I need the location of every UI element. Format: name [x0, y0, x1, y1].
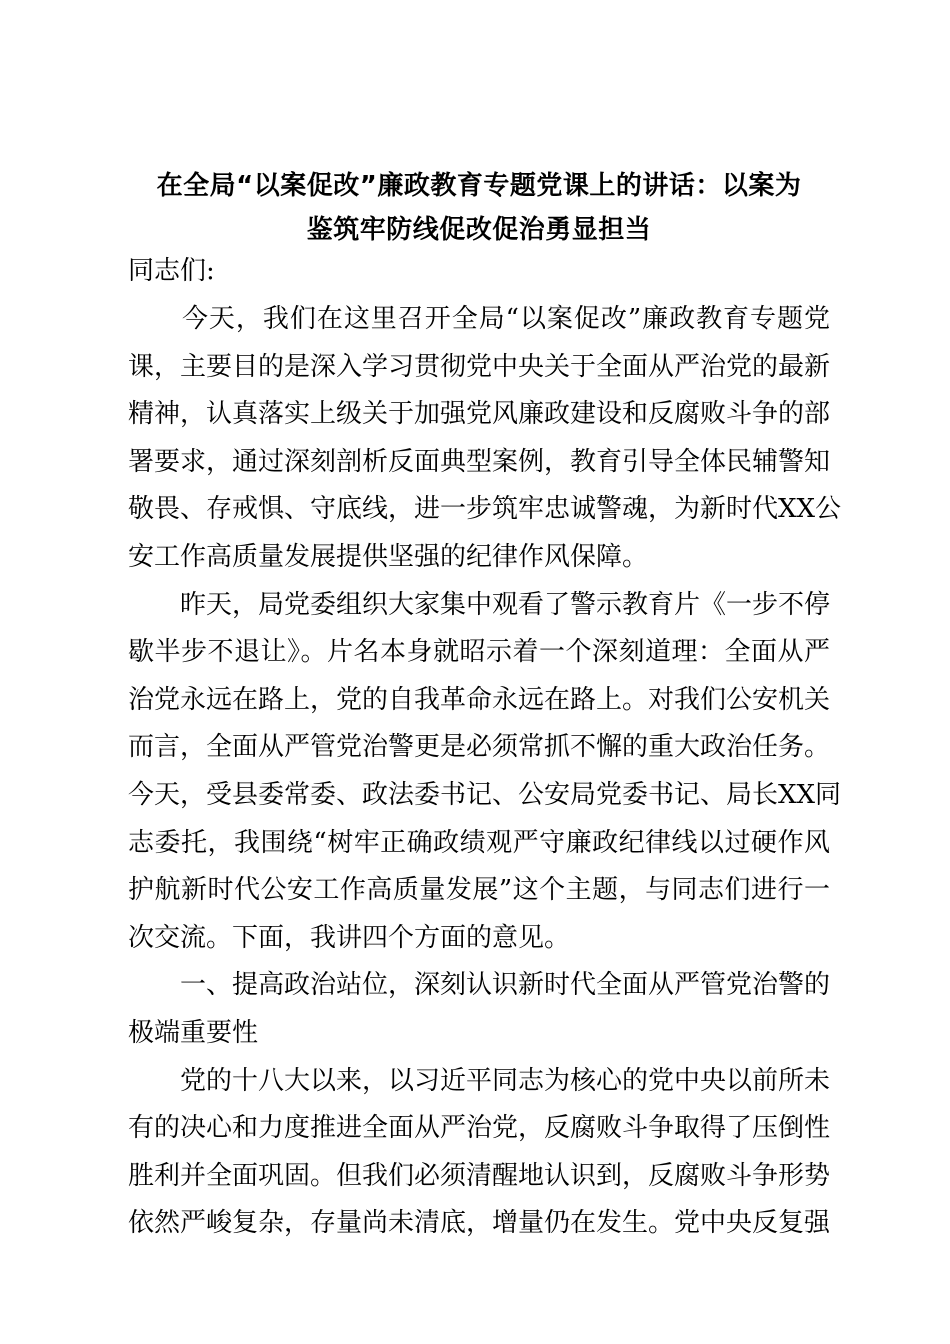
- document-body: [128, 299, 842, 1251]
- document-title-line-1: 在全局“以案促改”廉政教育专题党课上的讲话：以案为: [156, 171, 802, 201]
- body-line: 党的十八大以来，以习近平同志为核心的党中央以前所未: [128, 1065, 831, 1096]
- salutation: 同志们:: [128, 256, 215, 286]
- body-line: 敬畏、存戒惧、守底线，进一步筑牢忠诚警魂，为新时代XX公: [128, 494, 842, 525]
- body-line: 署要求，通过深刻剖析反面典型案例，教育引导全体民辅警知: [128, 446, 831, 477]
- section-heading-line: 极端重要性: [128, 1017, 259, 1048]
- body-line: 胜利并全面巩固。但我们必须清醒地认识到，反腐败斗争形势: [128, 1160, 831, 1191]
- body-line: 有的决心和力度推进全面从严治党，反腐败斗争取得了压倒性: [128, 1113, 831, 1144]
- body-line: 志委托，我围绕“树牢正确政绩观严守廉政纪律线以过硬作风: [128, 827, 830, 858]
- body-line: 昨天，局党委组织大家集中观看了警示教育片《一步不停: [128, 589, 831, 620]
- body-line: 护航新时代公安工作高质量发展”这个主题，与同志们进行一: [128, 875, 830, 906]
- body-line: 精神，认真落实上级关于加强党风廉政建设和反腐败斗争的部: [128, 399, 831, 430]
- body-line: 今天，受县委常委、政法委书记、公安局党委书记、局长XX同: [128, 779, 842, 810]
- document-title-line-2: 鉴筑牢防线促改促治勇显担当: [306, 215, 652, 245]
- body-line: 治党永远在路上，党的自我革命永远在路上。对我们公安机关: [128, 684, 831, 715]
- body-line: 今天，我们在这里召开全局“以案促改”廉政教育专题党: [128, 304, 830, 334]
- body-line: 安工作高质量发展提供坚强的纪律作风保障。: [128, 541, 649, 572]
- body-line: 依然严峻复杂，存量尚未清底，增量仍在发生。党中央反复强: [128, 1208, 831, 1239]
- body-line: 课，主要目的是深入学习贯彻党中央关于全面从严治党的最新: [128, 351, 831, 382]
- body-line: 歇半步不退让》。片名本身就昭示着一个深刻道理：全面从严: [128, 637, 830, 668]
- body-line: 而言，全面从严管党治警更是必须常抓不懈的重大政治任务。: [128, 732, 831, 763]
- section-heading-line: 一、提高政治站位，深刻认识新时代全面从严管党治警的: [128, 970, 831, 1001]
- body-line: 次交流。下面，我讲四个方面的意见。: [128, 922, 571, 953]
